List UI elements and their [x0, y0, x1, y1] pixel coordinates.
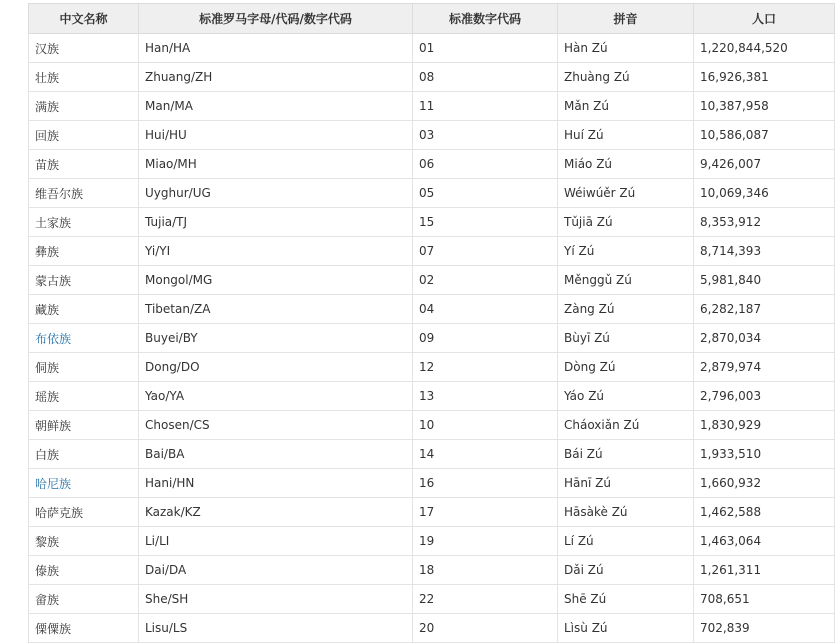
cell-chinese-name: 傣族 — [29, 556, 139, 585]
cell-roman-code: Kazak/KZ — [139, 498, 413, 527]
cell-roman-code: Zhuang/ZH — [139, 63, 413, 92]
cell-numeric-code: 18 — [413, 556, 558, 585]
cell-population: 702,839 — [694, 614, 835, 643]
cell-roman-code: Yao/YA — [139, 382, 413, 411]
cell-pinyin: Hāsàkè Zú — [558, 498, 694, 527]
table-row — [29, 266, 835, 295]
table-row — [29, 34, 835, 63]
table-row — [29, 121, 835, 150]
cell-numeric-code: 17 — [413, 498, 558, 527]
cell-numeric-code: 07 — [413, 237, 558, 266]
cell-population: 16,926,381 — [694, 63, 835, 92]
table-row — [29, 498, 835, 527]
cell-pinyin: Hàn Zú — [558, 34, 694, 63]
cell-chinese-name: 黎族 — [29, 527, 139, 556]
cell-roman-code: Man/MA — [139, 92, 413, 121]
cell-chinese-name: 彝族 — [29, 237, 139, 266]
cell-chinese-name: 畲族 — [29, 585, 139, 614]
cell-pinyin: Měnggǔ Zú — [558, 266, 694, 295]
cell-roman-code: Tibetan/ZA — [139, 295, 413, 324]
header-numeric-code: 标准数字代码 — [413, 4, 558, 34]
cell-pinyin: Mǎn Zú — [558, 92, 694, 121]
cell-chinese-name — [29, 324, 139, 353]
cell-numeric-code: 08 — [413, 63, 558, 92]
cell-pinyin: Hānī Zú — [558, 469, 694, 498]
cell-numeric-code: 15 — [413, 208, 558, 237]
cell-pinyin: Miáo Zú — [558, 150, 694, 179]
cell-numeric-code: 11 — [413, 92, 558, 121]
cell-roman-code: She/SH — [139, 585, 413, 614]
cell-numeric-code: 03 — [413, 121, 558, 150]
cell-numeric-code: 04 — [413, 295, 558, 324]
cell-roman-code: Tujia/TJ — [139, 208, 413, 237]
cell-pinyin: Yí Zú — [558, 237, 694, 266]
table-row — [29, 614, 835, 643]
table-row — [29, 556, 835, 585]
cell-population: 2,870,034 — [694, 324, 835, 353]
cell-pinyin: Wéiwúěr Zú — [558, 179, 694, 208]
cell-numeric-code: 01 — [413, 34, 558, 63]
cell-numeric-code: 19 — [413, 527, 558, 556]
cell-roman-code: Hui/HU — [139, 121, 413, 150]
header-pinyin: 拼音 — [558, 4, 694, 34]
cell-pinyin: Tǔjiā Zú — [558, 208, 694, 237]
cell-chinese-name: 苗族 — [29, 150, 139, 179]
table-row — [29, 208, 835, 237]
cell-roman-code: Uyghur/UG — [139, 179, 413, 208]
cell-numeric-code: 10 — [413, 411, 558, 440]
cell-pinyin: Lìsù Zú — [558, 614, 694, 643]
cell-chinese-name: 朝鲜族 — [29, 411, 139, 440]
cell-population: 10,586,087 — [694, 121, 835, 150]
cell-chinese-name: 侗族 — [29, 353, 139, 382]
cell-numeric-code: 09 — [413, 324, 558, 353]
table-row — [29, 295, 835, 324]
cell-roman-code: Chosen/CS — [139, 411, 413, 440]
cell-population: 1,660,932 — [694, 469, 835, 498]
table-row — [29, 382, 835, 411]
table-row — [29, 324, 835, 353]
table-row — [29, 527, 835, 556]
cell-pinyin: Huí Zú — [558, 121, 694, 150]
cell-population: 1,261,311 — [694, 556, 835, 585]
cell-roman-code: Han/HA — [139, 34, 413, 63]
header-chinese-name: 中文名称 — [29, 4, 139, 34]
table-row — [29, 237, 835, 266]
cell-pinyin: Zhuàng Zú — [558, 63, 694, 92]
table-row — [29, 179, 835, 208]
cell-chinese-name: 藏族 — [29, 295, 139, 324]
cell-population: 6,282,187 — [694, 295, 835, 324]
cell-population: 708,651 — [694, 585, 835, 614]
cell-pinyin: Bùyī Zú — [558, 324, 694, 353]
cell-pinyin: Lí Zú — [558, 527, 694, 556]
table-row — [29, 92, 835, 121]
cell-numeric-code: 14 — [413, 440, 558, 469]
cell-roman-code: Mongol/MG — [139, 266, 413, 295]
cell-chinese-name: 哈萨克族 — [29, 498, 139, 527]
cell-population: 2,796,003 — [694, 382, 835, 411]
cell-pinyin: Dǎi Zú — [558, 556, 694, 585]
cell-numeric-code: 06 — [413, 150, 558, 179]
cell-numeric-code: 05 — [413, 179, 558, 208]
cell-numeric-code: 16 — [413, 469, 558, 498]
cell-population: 1,463,064 — [694, 527, 835, 556]
cell-chinese-name: 回族 — [29, 121, 139, 150]
cell-numeric-code: 02 — [413, 266, 558, 295]
cell-population: 5,981,840 — [694, 266, 835, 295]
cell-pinyin: Dòng Zú — [558, 353, 694, 382]
header-population: 人口 — [694, 4, 835, 34]
cell-pinyin: Cháoxiǎn Zú — [558, 411, 694, 440]
cell-population: 8,353,912 — [694, 208, 835, 237]
cell-population: 2,879,974 — [694, 353, 835, 382]
ethnic-groups-table-container — [28, 3, 834, 643]
cell-population: 1,220,844,520 — [694, 34, 835, 63]
cell-population: 1,933,510 — [694, 440, 835, 469]
cell-roman-code: Yi/YI — [139, 237, 413, 266]
cell-pinyin: Zàng Zú — [558, 295, 694, 324]
table-row — [29, 440, 835, 469]
cell-roman-code: Miao/MH — [139, 150, 413, 179]
cell-numeric-code: 13 — [413, 382, 558, 411]
ethnic-group-link[interactable]: 哈尼族 — [35, 476, 72, 491]
cell-chinese-name: 瑶族 — [29, 382, 139, 411]
cell-roman-code: Bai/BA — [139, 440, 413, 469]
cell-chinese-name: 土家族 — [29, 208, 139, 237]
cell-roman-code: Lisu/LS — [139, 614, 413, 643]
cell-numeric-code: 22 — [413, 585, 558, 614]
ethnic-groups-table — [28, 3, 835, 643]
cell-chinese-name: 白族 — [29, 440, 139, 469]
cell-chinese-name: 蒙古族 — [29, 266, 139, 295]
cell-pinyin: Yáo Zú — [558, 382, 694, 411]
cell-roman-code: Dong/DO — [139, 353, 413, 382]
cell-chinese-name: 维吾尔族 — [29, 179, 139, 208]
cell-chinese-name: 傈僳族 — [29, 614, 139, 643]
header-roman-code: 标准罗马字母/代码/数字代码 — [139, 4, 413, 34]
table-row — [29, 63, 835, 92]
cell-pinyin: Shē Zú — [558, 585, 694, 614]
cell-roman-code: Dai/DA — [139, 556, 413, 585]
cell-chinese-name: 满族 — [29, 92, 139, 121]
cell-roman-code: Buyei/BY — [139, 324, 413, 353]
cell-population: 10,387,958 — [694, 92, 835, 121]
table-header — [29, 4, 835, 34]
cell-roman-code: Li/LI — [139, 527, 413, 556]
cell-numeric-code: 12 — [413, 353, 558, 382]
cell-chinese-name — [29, 469, 139, 498]
table-body — [29, 34, 835, 643]
cell-population: 8,714,393 — [694, 237, 835, 266]
header-row — [29, 4, 835, 34]
cell-pinyin: Bái Zú — [558, 440, 694, 469]
cell-roman-code: Hani/HN — [139, 469, 413, 498]
table-row — [29, 150, 835, 179]
table-row — [29, 469, 835, 498]
cell-population: 10,069,346 — [694, 179, 835, 208]
cell-population: 9,426,007 — [694, 150, 835, 179]
cell-numeric-code: 20 — [413, 614, 558, 643]
cell-chinese-name: 汉族 — [29, 34, 139, 63]
cell-chinese-name: 壮族 — [29, 63, 139, 92]
table-row — [29, 585, 835, 614]
ethnic-group-link[interactable]: 布依族 — [35, 331, 72, 346]
table-row — [29, 411, 835, 440]
cell-population: 1,462,588 — [694, 498, 835, 527]
table-row — [29, 353, 835, 382]
cell-population: 1,830,929 — [694, 411, 835, 440]
